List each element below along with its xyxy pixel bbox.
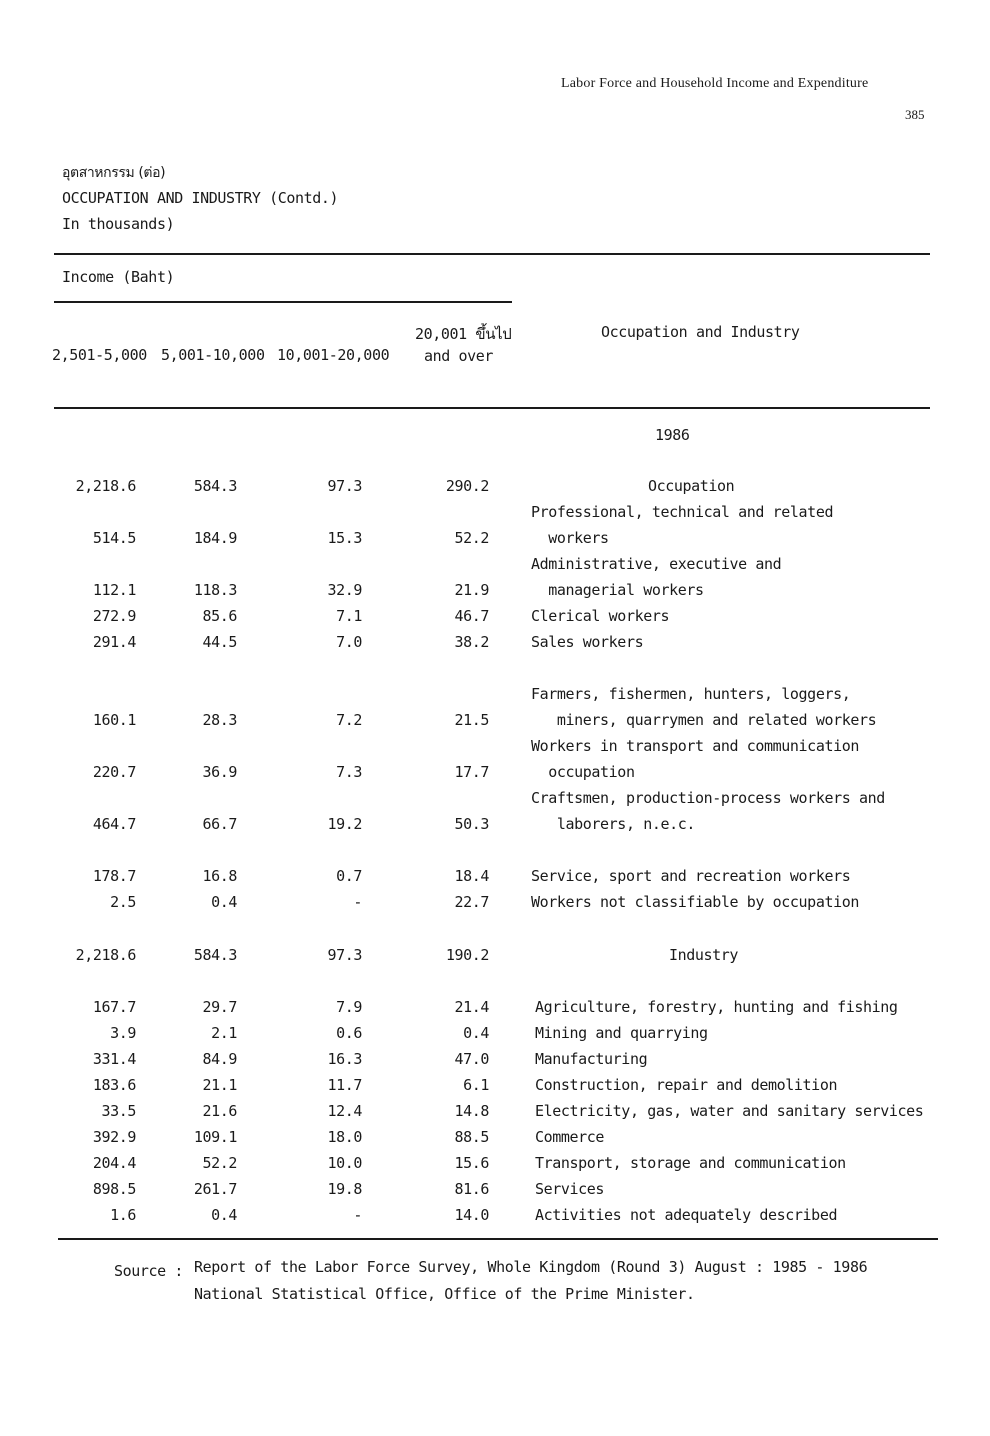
industry-row-3-col-10001-20000: 11.7 <box>327 1076 362 1094</box>
occupation-row-1-col-20001-over: 21.9 <box>454 581 489 599</box>
industry-row-7-col-2501-5000: 898.5 <box>92 1180 136 1198</box>
occupation-row-label: Sales workers <box>531 633 644 651</box>
occupation-total-col-5001-10000: 584.3 <box>193 477 237 495</box>
occupation-row-1-col-10001-20000: 32.9 <box>327 581 362 599</box>
industry-row-4-col-5001-10000: 21.6 <box>202 1102 237 1120</box>
industry-row-4-col-2501-5000: 33.5 <box>101 1102 136 1120</box>
industry-total-col-5001-10000: 584.3 <box>193 946 237 964</box>
occupation-row-5-col-20001-over: 17.7 <box>454 763 489 781</box>
occupation-row-label: managerial workers <box>531 581 704 599</box>
occupation-row-5-col-10001-20000: 7.3 <box>336 763 362 781</box>
industry-row-label: Electricity, gas, water and sanitary services <box>535 1102 924 1120</box>
occupation-row-4-col-20001-over: 21.5 <box>454 711 489 729</box>
industry-row-7-col-5001-10000: 261.7 <box>193 1180 237 1198</box>
occupation-row-label: Workers not classifiable by occupation <box>531 893 859 911</box>
industry-row-7-col-10001-20000: 19.8 <box>327 1180 362 1198</box>
occupation-row-3-col-5001-10000: 44.5 <box>202 633 237 651</box>
col-header-5001-10000: 5,001-10,000 <box>161 346 265 364</box>
occupation-section-heading: Occupation <box>648 477 735 495</box>
occupation-row-6-col-5001-10000: 66.7 <box>202 815 237 833</box>
occupation-row-8-col-5001-10000: 0.4 <box>211 893 237 911</box>
industry-row-label: Services <box>535 1180 605 1198</box>
occupation-row-7-col-10001-20000: 0.7 <box>336 867 362 885</box>
occupation-row-6-col-2501-5000: 464.7 <box>92 815 136 833</box>
industry-total-col-20001-over: 190.2 <box>445 946 489 964</box>
occupation-row-label: miners, quarrymen and related workers <box>531 711 877 729</box>
industry-row-label: Commerce <box>535 1128 605 1146</box>
occupation-row-6-col-20001-over: 50.3 <box>454 815 489 833</box>
income-group-rule <box>54 301 512 303</box>
occupation-row-6-col-10001-20000: 19.2 <box>327 815 362 833</box>
occupation-row-label: Farmers, fishermen, hunters, loggers, <box>531 685 851 703</box>
occupation-row-5-col-2501-5000: 220.7 <box>92 763 136 781</box>
occupation-row-4-col-10001-20000: 7.2 <box>336 711 362 729</box>
occupation-row-0-col-10001-20000: 15.3 <box>327 529 362 547</box>
source-line-1: Report of the Labor Force Survey, Whole Kingdom (Round 3) August : 1985 - 1986 <box>194 1258 868 1276</box>
industry-row-3-col-5001-10000: 21.1 <box>202 1076 237 1094</box>
occupation-row-8-col-10001-20000: - <box>353 893 362 911</box>
header-bottom-rule <box>54 407 930 409</box>
col-header-2501-5000: 2,501-5,000 <box>52 346 147 364</box>
industry-row-2-col-5001-10000: 84.9 <box>202 1050 237 1068</box>
industry-row-label: Manufacturing <box>535 1050 648 1068</box>
occupation-row-0-col-2501-5000: 514.5 <box>92 529 136 547</box>
industry-row-2-col-20001-over: 47.0 <box>454 1050 489 1068</box>
industry-row-6-col-10001-20000: 10.0 <box>327 1154 362 1172</box>
occupation-row-label: laborers, n.e.c. <box>531 815 695 833</box>
header-top-rule <box>54 253 930 255</box>
industry-row-0-col-5001-10000: 29.7 <box>202 998 237 1016</box>
occupation-row-label: workers <box>531 529 609 547</box>
table-title-units: In thousands) <box>62 215 175 233</box>
occupation-row-label: Clerical workers <box>531 607 670 625</box>
occupation-row-label: Service, sport and recreation workers <box>531 867 851 885</box>
industry-row-label: Construction, repair and demolition <box>535 1076 838 1094</box>
industry-row-3-col-20001-over: 6.1 <box>463 1076 489 1094</box>
occupation-row-4-col-5001-10000: 28.3 <box>202 711 237 729</box>
occupation-row-7-col-2501-5000: 178.7 <box>92 867 136 885</box>
occupation-row-label: Administrative, executive and <box>531 555 782 573</box>
industry-row-6-col-5001-10000: 52.2 <box>202 1154 237 1172</box>
industry-total-col-10001-20000: 97.3 <box>327 946 362 964</box>
occupation-row-8-col-20001-over: 22.7 <box>454 893 489 911</box>
industry-row-3-col-2501-5000: 183.6 <box>92 1076 136 1094</box>
occupation-row-0-col-5001-10000: 184.9 <box>193 529 237 547</box>
table-bottom-rule <box>58 1238 938 1240</box>
industry-row-1-col-20001-over: 0.4 <box>463 1024 489 1042</box>
industry-row-6-col-2501-5000: 204.4 <box>92 1154 136 1172</box>
occupation-row-label: Workers in transport and communication <box>531 737 859 755</box>
industry-row-2-col-10001-20000: 16.3 <box>327 1050 362 1068</box>
income-group-header: Income (Baht) <box>62 268 175 286</box>
industry-row-5-col-2501-5000: 392.9 <box>92 1128 136 1146</box>
industry-row-1-col-2501-5000: 3.9 <box>110 1024 136 1042</box>
industry-row-8-col-5001-10000: 0.4 <box>211 1206 237 1224</box>
page-number: 385 <box>905 107 925 122</box>
industry-row-5-col-20001-over: 88.5 <box>454 1128 489 1146</box>
industry-row-1-col-10001-20000: 0.6 <box>336 1024 362 1042</box>
occupation-row-3-col-10001-20000: 7.0 <box>336 633 362 651</box>
occupation-row-3-col-2501-5000: 291.4 <box>92 633 136 651</box>
industry-row-0-col-2501-5000: 167.7 <box>92 998 136 1016</box>
occupation-row-0-col-20001-over: 52.2 <box>454 529 489 547</box>
industry-row-label: Transport, storage and communication <box>535 1154 846 1172</box>
col-header-occupation-industry: Occupation and Industry <box>601 323 800 341</box>
industry-section-heading: Industry <box>669 946 739 964</box>
col-header-20001-and-over: and over <box>424 347 494 365</box>
occupation-total-col-20001-over: 290.2 <box>445 477 489 495</box>
industry-row-4-col-10001-20000: 12.4 <box>327 1102 362 1120</box>
industry-row-8-col-10001-20000: - <box>353 1206 362 1224</box>
industry-row-1-col-5001-10000: 2.1 <box>211 1024 237 1042</box>
industry-row-5-col-10001-20000: 18.0 <box>327 1128 362 1146</box>
industry-row-6-col-20001-over: 15.6 <box>454 1154 489 1172</box>
industry-row-label: Agriculture, forestry, hunting and fishing <box>535 998 898 1016</box>
col-header-20001-thai: 20,001 ขึ้นไป <box>415 325 512 343</box>
industry-row-label: Mining and quarrying <box>535 1024 708 1042</box>
industry-row-7-col-20001-over: 81.6 <box>454 1180 489 1198</box>
industry-row-0-col-20001-over: 21.4 <box>454 998 489 1016</box>
occupation-row-label: Craftsmen, production-process workers and <box>531 789 885 807</box>
occupation-row-label: occupation <box>531 763 635 781</box>
source-line-2: National Statistical Office, Office of the Prime Minister. <box>194 1285 695 1303</box>
occupation-row-8-col-2501-5000: 2.5 <box>110 893 136 911</box>
occupation-row-7-col-5001-10000: 16.8 <box>202 867 237 885</box>
occupation-row-2-col-2501-5000: 272.9 <box>92 607 136 625</box>
occupation-row-4-col-2501-5000: 160.1 <box>92 711 136 729</box>
industry-row-8-col-20001-over: 14.0 <box>454 1206 489 1224</box>
occupation-row-2-col-5001-10000: 85.6 <box>202 607 237 625</box>
industry-row-4-col-20001-over: 14.8 <box>454 1102 489 1120</box>
industry-row-label: Activities not adequately described <box>535 1206 838 1224</box>
industry-row-0-col-10001-20000: 7.9 <box>336 998 362 1016</box>
industry-row-2-col-2501-5000: 331.4 <box>92 1050 136 1068</box>
industry-total-col-2501-5000: 2,218.6 <box>75 946 136 964</box>
industry-row-8-col-2501-5000: 1.6 <box>110 1206 136 1224</box>
occupation-total-col-2501-5000: 2,218.6 <box>75 477 136 495</box>
occupation-row-1-col-2501-5000: 112.1 <box>92 581 136 599</box>
occupation-row-7-col-20001-over: 18.4 <box>454 867 489 885</box>
col-header-10001-20000: 10,001-20,000 <box>277 346 390 364</box>
table-title-english: OCCUPATION AND INDUSTRY (Contd.) <box>62 189 339 207</box>
occupation-row-3-col-20001-over: 38.2 <box>454 633 489 651</box>
running-title: Labor Force and Household Income and Expenditure <box>561 76 869 91</box>
industry-row-5-col-5001-10000: 109.1 <box>193 1128 237 1146</box>
occupation-row-5-col-5001-10000: 36.9 <box>202 763 237 781</box>
year-label: 1986 <box>655 426 690 444</box>
occupation-total-col-10001-20000: 97.3 <box>327 477 362 495</box>
occupation-row-2-col-10001-20000: 7.1 <box>336 607 362 625</box>
occupation-row-1-col-5001-10000: 118.3 <box>193 581 237 599</box>
source-label: Source : <box>114 1262 184 1280</box>
table-title-thai: อุตสาหกรรม (ต่อ) <box>62 165 166 181</box>
occupation-row-2-col-20001-over: 46.7 <box>454 607 489 625</box>
occupation-row-label: Professional, technical and related <box>531 503 834 521</box>
